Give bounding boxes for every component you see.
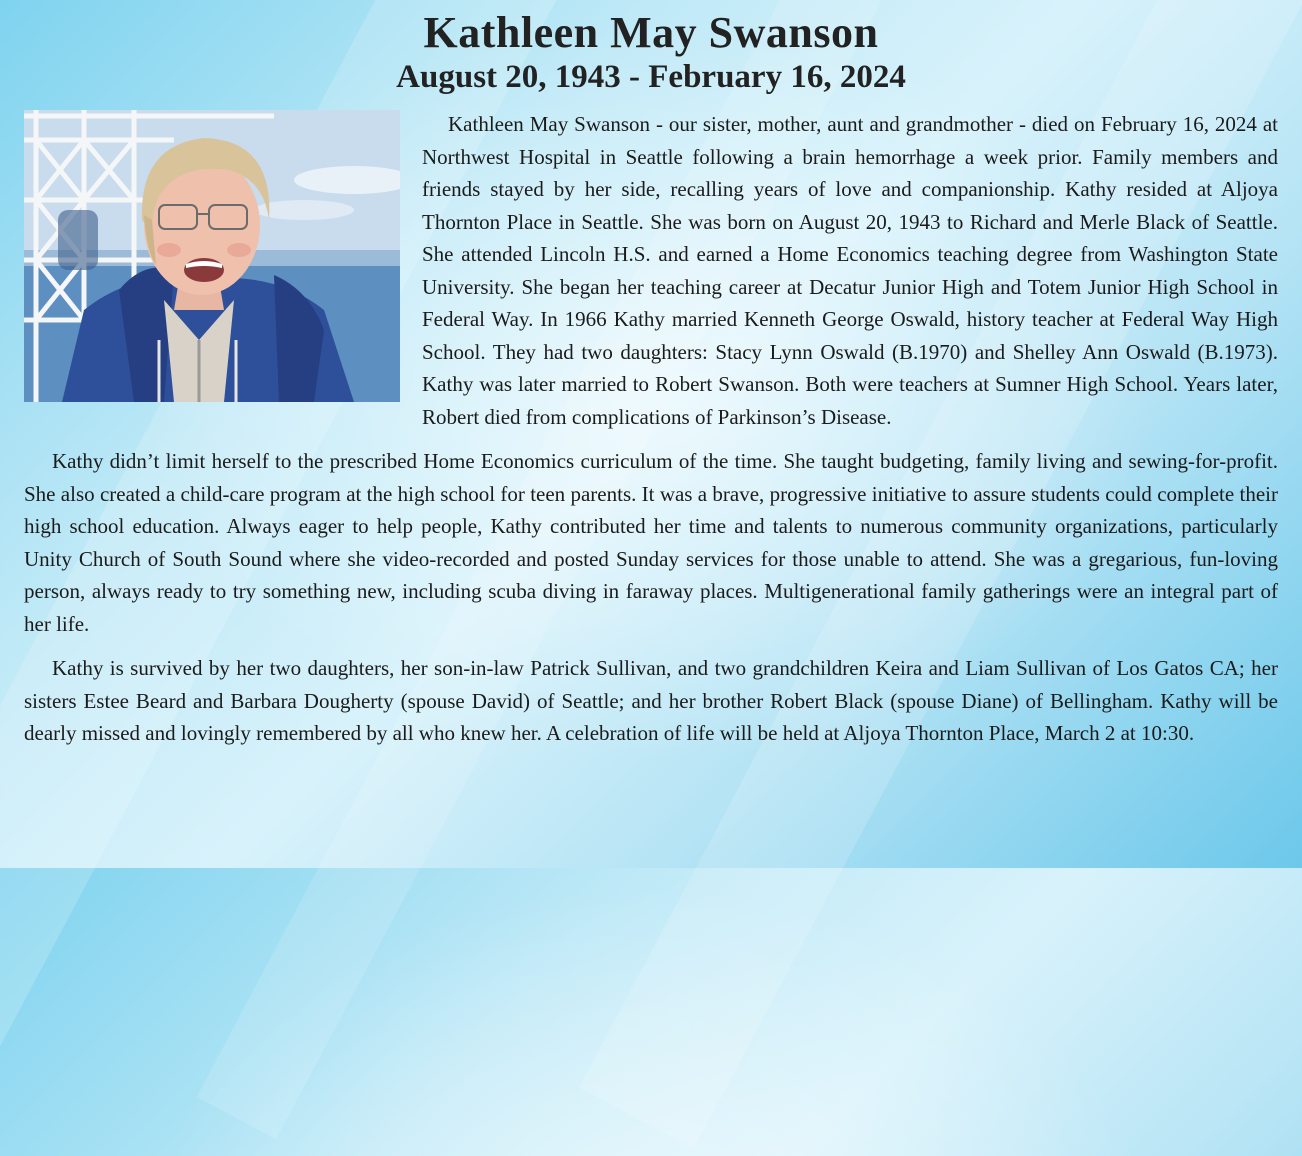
deceased-name: Kathleen May Swanson: [423, 8, 879, 57]
obituary-paragraph-survivors: Kathy is survived by her two daughters, her son-in-law Patrick Sullivan, and two grandchildren Keira and Liam Sullivan of Los Gatos CA; her sisters Estee Beard and Barbara Dougherty (spouse David) of Seattle; and her brother Robert Black (spouse Diane) of Bellingham. Kathy will be dearly missed and lovingly remembered by all who knew her. A celebration of life will be held at Aljoya Thornton Place, March 2 at 10:30.: [24, 656, 1278, 745]
obituary-body: [24, 108, 1278, 750]
portrait-illustration: [24, 110, 400, 402]
obituary-paragraph-life: Kathleen May Swanson - our sister, mother, aunt and grandmother - died on February 16, 2024 at Northwest Hospital in Seattle following a brain hemorrhage a week prior. Family members and friends stayed by her side, recalling years of love and companionship. Kathy resided at Aljoya Thornton Place in Seattle. She was born on August 20, 1943 to Richard and Merle Black of Seattle. She attended Lincoln H.S. and earned a Home Economics teaching degree from Washington State University. She began her teaching career at Decatur Junior High and Totem Junior High School in Federal Way. In 1966 Kathy married Kenneth George Oswald, history teacher at Federal Way High School. They had two daughters: Stacy Lynn Oswald (B.1970) and Shelley Ann Oswald (B.1973). Kathy was later married to Robert Swanson. Both were teachers at Sumner High School. Years later, Robert died from complications of Parkinson’s Disease.: [422, 112, 1278, 429]
obituary-page: [24, 8, 1278, 864]
obituary-header: [24, 8, 1278, 96]
portrait-photo: [24, 110, 400, 402]
obituary-paragraph-career: Kathy didn’t limit herself to the prescribed Home Economics curriculum of the time. She taught budgeting, family living and sewing-for-profit. She also created a child-care program at the high school for teen parents. It was a brave, progressive initiative to assure students could complete their high school education. Always eager to help people, Kathy contributed her time and talents to numerous community organizations, particularly Unity Church of South Sound where she video-recorded and posted Sunday services for those unable to attend. She was a gregarious, fun-loving person, always ready to try something new, including scuba diving in faraway places. Multigenerational family gatherings were an integral part of her life.: [24, 449, 1278, 636]
life-dates: August 20, 1943 - February 16, 2024: [396, 59, 906, 95]
